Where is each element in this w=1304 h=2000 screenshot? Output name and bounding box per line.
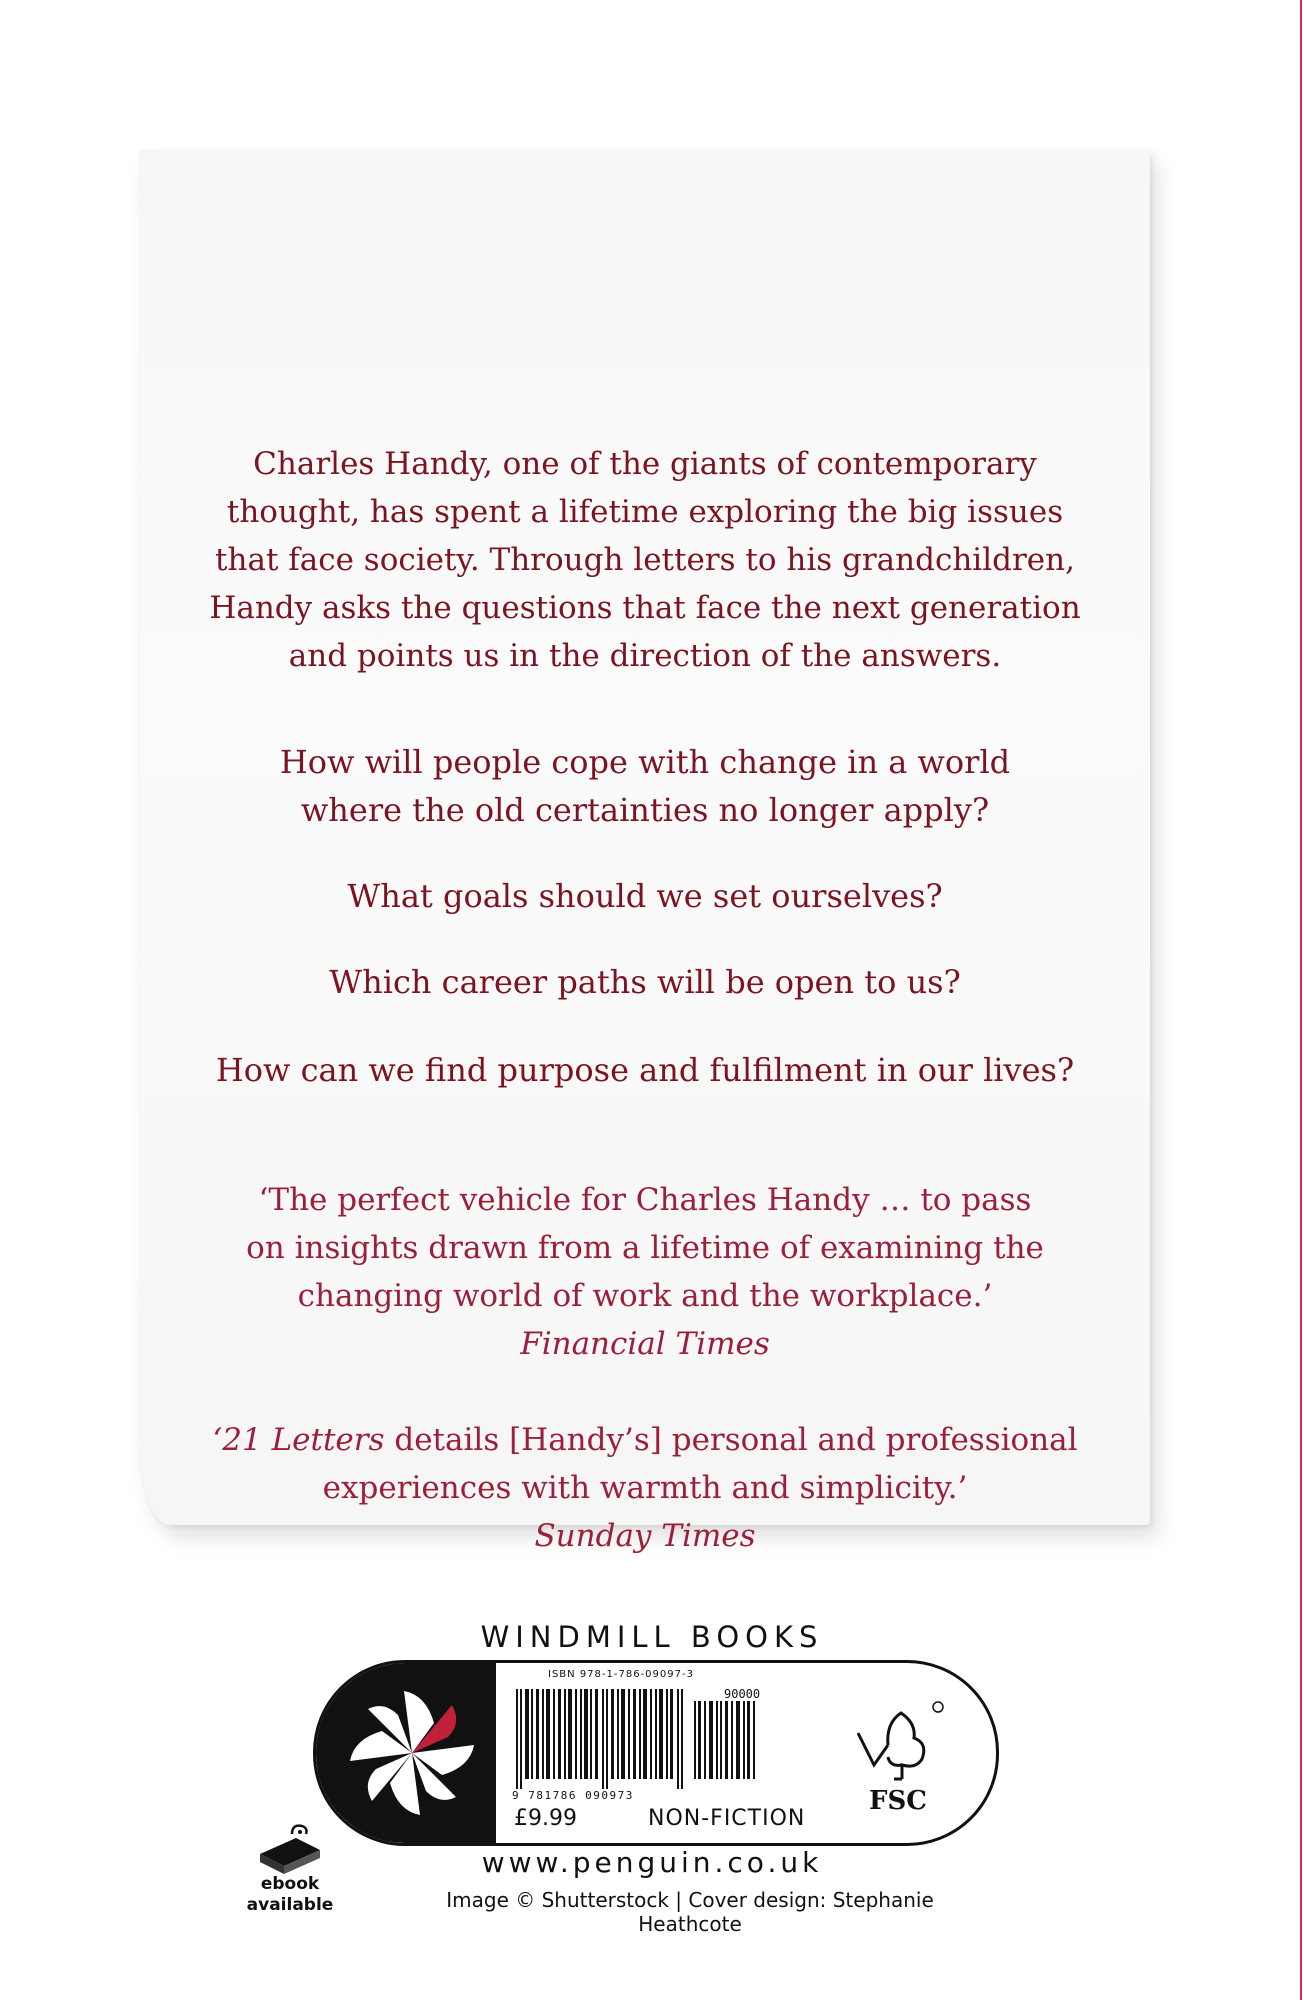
website-link[interactable]: www.penguin.co.uk bbox=[481, 1846, 823, 1879]
intro-line: and points us in the direction of the answers. bbox=[288, 638, 1002, 674]
publisher-name: WINDMILL BOOKS bbox=[480, 1620, 824, 1654]
category-label: NON-FICTION bbox=[648, 1806, 806, 1831]
intro-line: that face society. Through letters to his grandchildren, bbox=[215, 542, 1075, 578]
quote-line: experiences with warmth and simplicity.’ bbox=[322, 1470, 968, 1506]
image-credits: Image © Shutterstock | Cover design: Stephanie Heathcote bbox=[446, 1888, 934, 1936]
intro-paragraph bbox=[140, 440, 1150, 680]
quote-line: changing world of work and the workplace.’ bbox=[297, 1278, 993, 1314]
question-3: Which career paths will be open to us? bbox=[329, 963, 961, 1001]
isbn-text: ISBN 978-1-786-09097-3 bbox=[548, 1669, 694, 1680]
quote-source: Sunday Times bbox=[534, 1518, 756, 1554]
fsc-tree-icon bbox=[846, 1693, 956, 1813]
ebook-available-label bbox=[240, 1874, 340, 1916]
quote-line-rest: details [Handy’s] personal and professional bbox=[384, 1422, 1078, 1458]
windmill-logo-icon bbox=[316, 1663, 496, 1843]
fsc-logo bbox=[846, 1693, 956, 1813]
intro-line: Handy asks the questions that face the next generation bbox=[209, 590, 1081, 626]
question-4: How can we find purpose and fulfilment in our lives? bbox=[215, 1051, 1075, 1089]
question-1 bbox=[140, 738, 1150, 834]
quote-line bbox=[140, 1416, 1150, 1464]
quote-line: ‘The perfect vehicle for Charles Handy … to pass bbox=[258, 1182, 1032, 1218]
paper-sheet bbox=[140, 150, 1150, 1554]
question-line: where the old certainties no longer apply? bbox=[300, 791, 990, 829]
barcode-digits: 9 781786 090973 bbox=[512, 1789, 634, 1802]
windmill-logo bbox=[316, 1663, 496, 1843]
barcode-graphic bbox=[512, 1689, 762, 1789]
fsc-label: FSC bbox=[869, 1786, 927, 1813]
review-quote-2 bbox=[140, 1416, 1150, 1560]
barcode-panel bbox=[313, 1660, 999, 1846]
price-code: 90000 bbox=[724, 1687, 761, 1701]
book-title: ‘21 Letters bbox=[212, 1422, 385, 1458]
intro-line: Charles Handy, one of the giants of contemporary bbox=[253, 446, 1037, 482]
quote-source: Financial Times bbox=[520, 1326, 770, 1362]
price-label: £9.99 bbox=[514, 1806, 577, 1831]
intro-line: thought, has spent a lifetime exploring the big issues bbox=[226, 494, 1064, 530]
ebook-label-line: ebook bbox=[260, 1874, 320, 1894]
quote-line: on insights drawn from a lifetime of examining the bbox=[246, 1230, 1044, 1266]
edge-line bbox=[1300, 0, 1302, 2000]
ebook-label-line: available bbox=[246, 1895, 334, 1915]
question-line: How will people cope with change in a world bbox=[279, 743, 1011, 781]
question-2: What goals should we set ourselves? bbox=[347, 877, 943, 915]
review-quote-1 bbox=[140, 1176, 1150, 1368]
